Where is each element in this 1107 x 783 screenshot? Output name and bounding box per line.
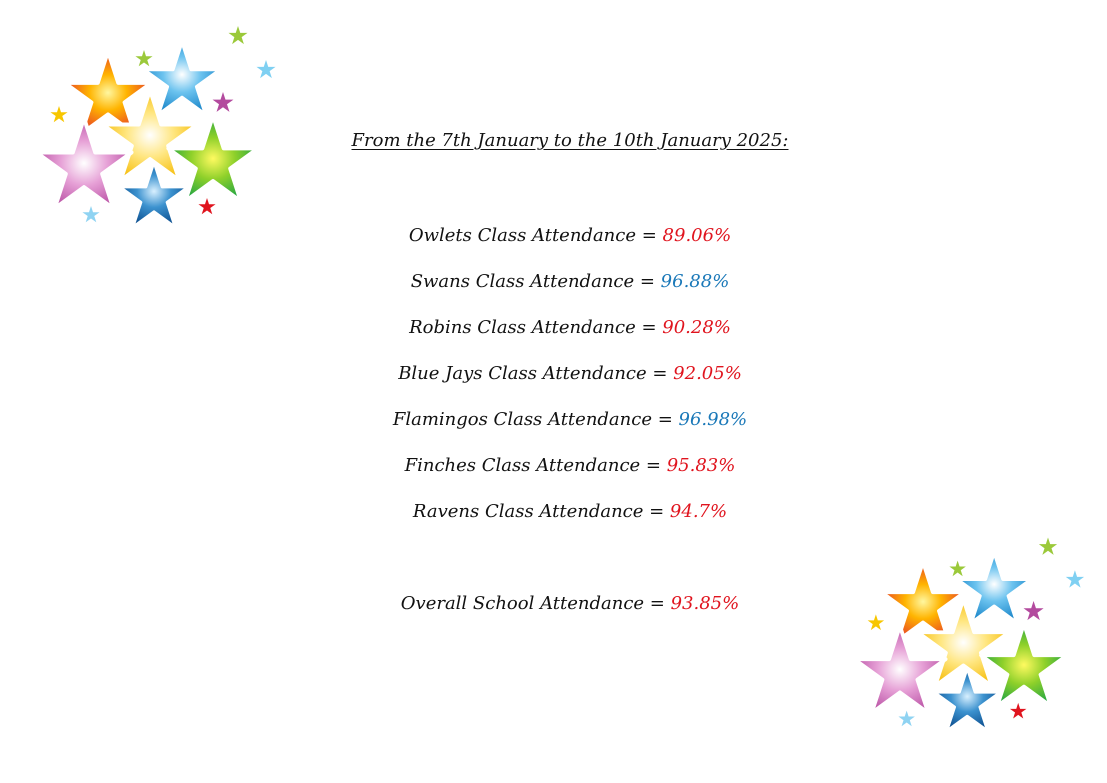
class-attendance-row	[0, 406, 1107, 452]
attendance-value: 94.7%	[669, 501, 728, 522]
overall-label: Overall School Attendance =	[400, 593, 671, 614]
class-label: Flamingos Class Attendance =	[392, 409, 679, 430]
class-label: Ravens Class Attendance =	[412, 501, 670, 522]
overall-attendance	[0, 590, 1107, 618]
class-attendance-row	[0, 360, 1107, 406]
class-label: Owlets Class Attendance =	[408, 225, 663, 246]
overall-value: 93.85%	[670, 593, 740, 614]
class-attendance-list	[0, 222, 1107, 544]
attendance-value: 92.05%	[673, 363, 742, 384]
class-attendance-row	[0, 498, 1107, 544]
star-cluster-icon	[848, 530, 1098, 745]
class-label: Blue Jays Class Attendance =	[398, 363, 674, 384]
class-attendance-row	[0, 222, 1107, 268]
attendance-value: 96.88%	[660, 271, 730, 292]
attendance-value: 90.28%	[662, 317, 731, 338]
class-label: Robins Class Attendance =	[409, 317, 663, 338]
attendance-value: 89.06%	[662, 225, 732, 246]
attendance-value: 95.83%	[666, 455, 736, 476]
class-label: Finches Class Attendance =	[404, 455, 667, 476]
class-attendance-row	[0, 268, 1107, 314]
class-attendance-row	[0, 452, 1107, 498]
class-attendance-row	[0, 314, 1107, 360]
page-heading: From the 7th January to the 10th January 2025:	[351, 130, 789, 151]
attendance-value: 96.98%	[678, 409, 748, 430]
class-label: Swans Class Attendance =	[410, 271, 661, 292]
